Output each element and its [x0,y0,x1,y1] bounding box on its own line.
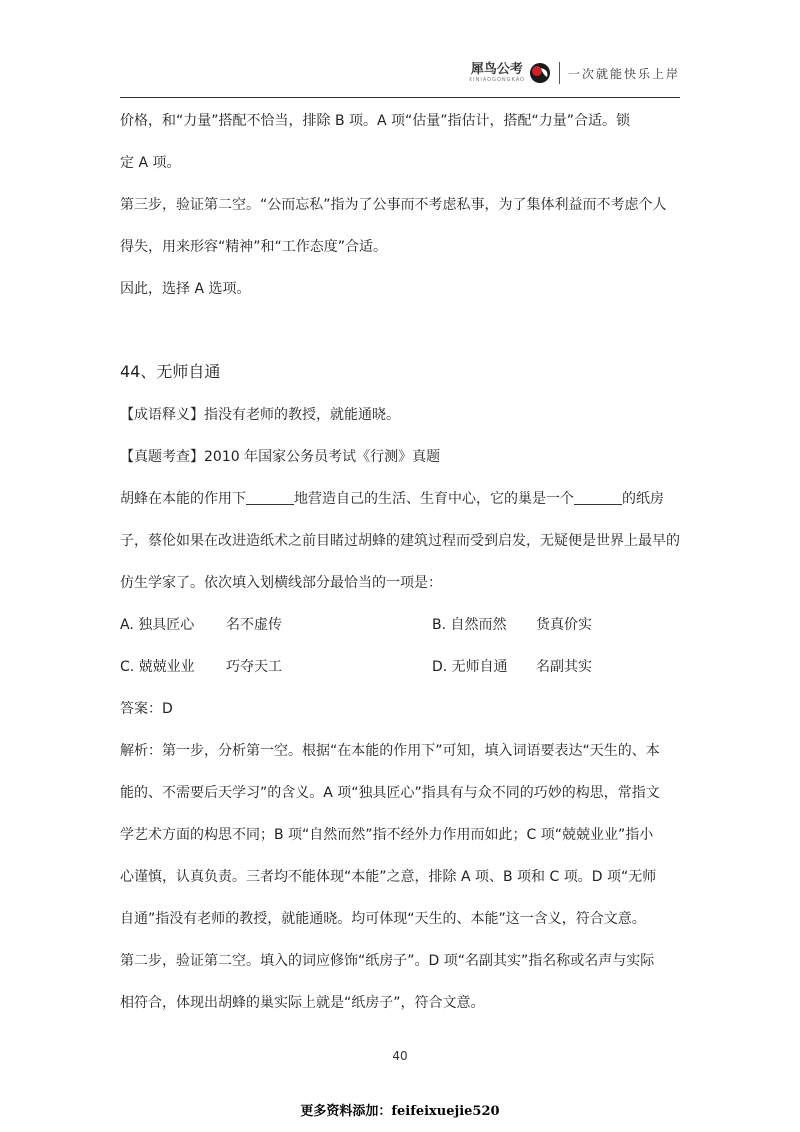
option-b-second: 货真价实 [536,617,592,633]
option-a: A. 独具匠心 [120,617,195,633]
option-c-second: 巧夺天工 [226,659,282,675]
analysis-line: 第二步，验证第二空。填入的词应修饰“纸房子”。D 项“名副其实”指名称或名声与实际 [120,953,655,969]
question-line-3: 仿生学家了。依次填入划横线部分最恰当的一项是： [120,575,442,591]
answer: 答案：D [120,701,173,717]
definition: 【成语释义】指没有老师的教授，就能通晓。 [120,407,400,423]
top-paragraphs [120,100,682,310]
question-text: 地营造自己的生活、生育中心，它的巢是一个 [294,491,574,507]
text-line: 因此，选择 A 选项。 [120,281,251,297]
options-row-1 [120,604,682,646]
option-d-second: 名副其实 [536,659,592,675]
option-d: D. 无师自通 [432,659,508,675]
fill-blank [246,490,294,505]
option-c: C. 兢兢业业 [120,659,195,675]
question-text: 的纸房 [622,491,664,507]
analysis-line: 心谨慎，认真负责。三者均不能体现“本能”之意，排除 A 项、B 项和 C 项。D 项“无师 [120,869,657,885]
slogan: 一次就能快乐上岸 [567,66,680,81]
text-line: 定 A 项。 [120,155,181,171]
header-rule [120,97,680,98]
page-number: 40 [392,1049,408,1063]
text-line: 价格，和“力量”搭配不恰当，排除 B 项。A 项“估量”指估计，搭配“力量”合适。锁 [120,113,631,129]
logo-subtext: XINIAOGONGKAO [468,76,525,83]
section-title: 44、无师自通 [120,362,221,381]
analysis-line: 自通”指没有老师的教授，就能通晓。均可体现“天生的、本能”这一含义，符合文意。 [120,911,646,927]
analysis-line: 解析：第一步，分析第一空。根据“在本能的作用下”可知，填入词语要表达“天生的、本 [120,743,660,759]
question-line-1 [120,478,682,520]
analysis-line: 相符合，体现出胡蜂的巢实际上就是“纸房子”，符合文意。 [120,995,485,1011]
logo [469,63,525,84]
page-header [120,58,680,98]
analysis-line: 学艺术方面的构思不同；B 项“自然而然”指不经外力作用而如此；C 项“兢兢业业”指小 [120,827,654,843]
fill-blank [574,490,622,505]
option-a-second: 名不虚传 [226,617,282,633]
header-divider [559,62,560,84]
question-line-2: 子，蔡伦如果在改进造纸术之前目睹过胡蜂的建筑过程而受到启发，无疑便是世界上最早的 [120,533,680,549]
question-text: 胡蜂在本能的作用下 [120,491,246,507]
idiom-section [120,394,682,1024]
text-line: 第三步，验证第二空。“公而忘私”指为了公事而不考虑私事，为了集体利益而不考虑个人 [120,197,667,213]
option-b: B. 自然而然 [432,617,507,633]
footer-note: 更多资料添加：feifeixuejie520 [300,1104,500,1119]
exam-source: 【真题考查】2010 年国家公务员考试《行测》真题 [120,449,441,465]
brand [469,62,680,84]
options-row-2 [120,646,682,688]
hornbill-logo-icon [529,62,551,84]
text-line: 得失，用来形容“精神”和“工作态度”合适。 [120,239,388,255]
analysis-line: 能的、不需要后天学习”的含义。A 项“独具匠心”指具有与众不同的巧妙的构思，常指文 [120,785,660,801]
logo-text: 犀鸟公考 [470,61,523,77]
